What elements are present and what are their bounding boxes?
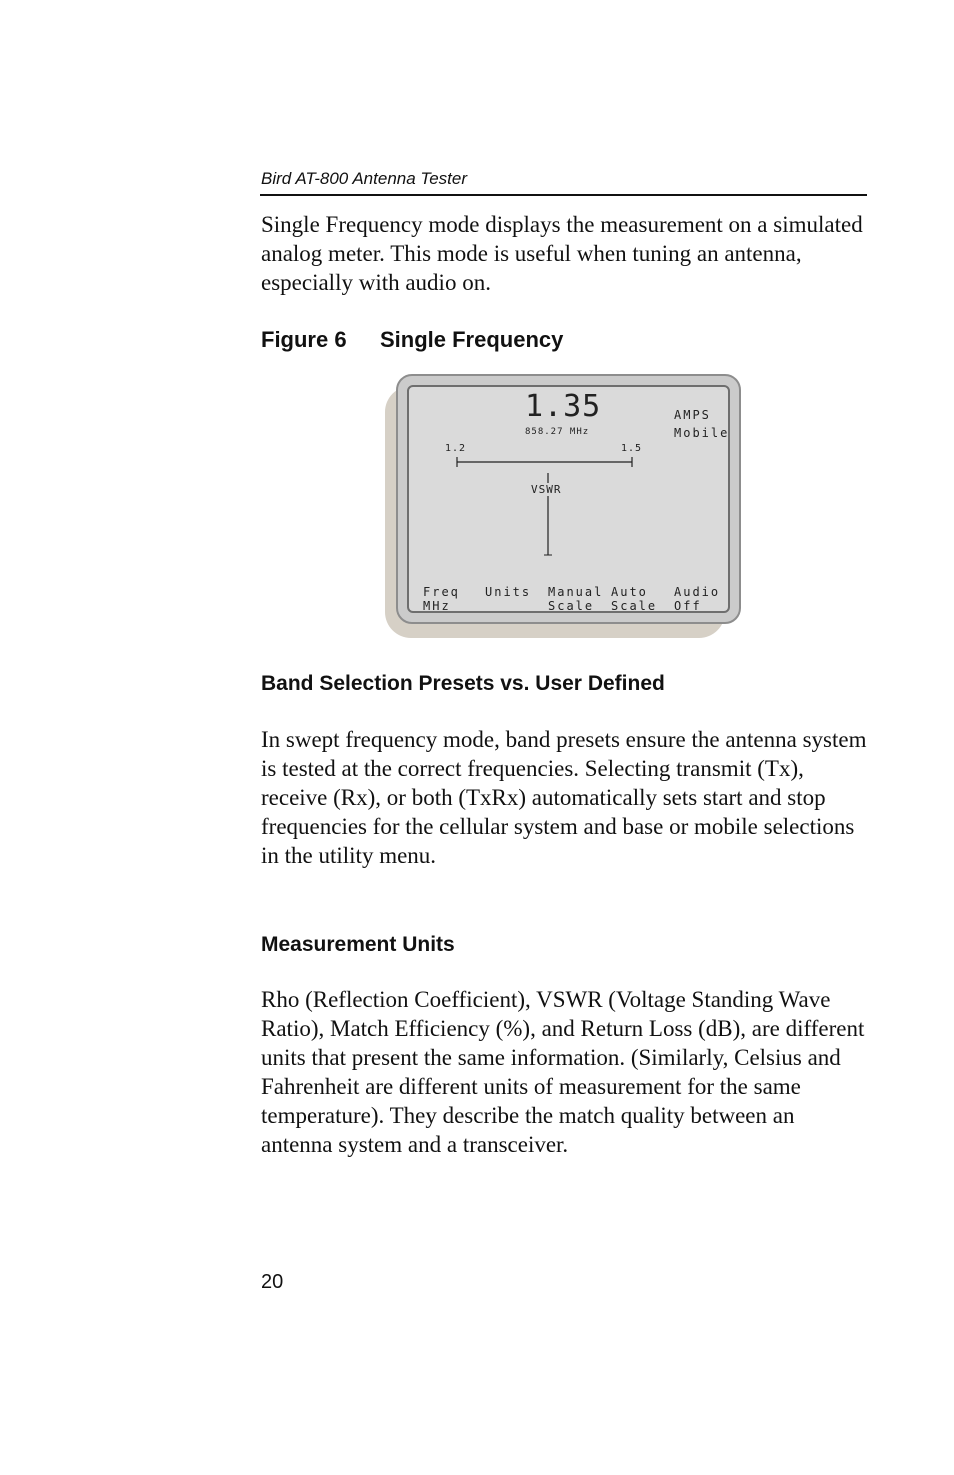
header-title: Bird AT-800 Antenna Tester: [261, 169, 468, 188]
band-label: AMPS: [674, 408, 711, 422]
analog-meter: [409, 387, 733, 616]
softkey-auto-scale[interactable]: Auto Scale: [611, 585, 658, 613]
intro-paragraph: Single Frequency mode displays the measurement on a simulated analog meter. This mode is useful when tuning an antenna, especially with audio on.: [261, 212, 863, 295]
scale-min-label: 1.2: [445, 443, 467, 454]
band-section-heading: Band Selection Presets vs. User Defined: [261, 672, 665, 695]
scale-max-label: 1.5: [621, 443, 643, 454]
units-section-heading: Measurement Units: [261, 933, 455, 956]
softkey-audio[interactable]: Audio Off: [674, 585, 721, 613]
device-bezel: [396, 374, 741, 624]
page-number: 20: [261, 1271, 284, 1293]
figure-title: Single Frequency: [380, 327, 564, 352]
header-rule: [260, 194, 867, 196]
band-section-paragraph: In swept frequency mode, band presets ensure the antenna system is tested at the correct frequencies. Selecting transmit (Tx), receive (Rx), or both (TxRx) automatically sets start and stop frequencies for the cellular system and base or mobile selections in the utility menu.: [261, 727, 867, 868]
frequency-reading: 858.27 MHz: [525, 427, 590, 437]
station-label: Mobile: [674, 426, 730, 440]
measurement-reading: 1.35: [525, 389, 602, 424]
meter-unit-label: VSWR: [531, 483, 562, 496]
softkey-freq[interactable]: Freq MHz: [423, 585, 460, 613]
figure-number: Figure 6: [261, 327, 347, 352]
figure-caption: [261, 327, 563, 353]
softkey-manual-scale[interactable]: Manual Scale: [548, 585, 604, 613]
device-screen: [407, 385, 730, 613]
units-section-paragraph: Rho (Reflection Coefficient), VSWR (Voltage Standing Wave Ratio), Match Efficiency (%), and Return Loss (dB), are different units that present the same information. (Similarly, Celsius and Fahrenheit are different units of measurement for the same temperature). They describe the match quality between an antenna system and a transceiver.: [261, 987, 865, 1157]
softkey-units[interactable]: Units: [485, 585, 532, 599]
